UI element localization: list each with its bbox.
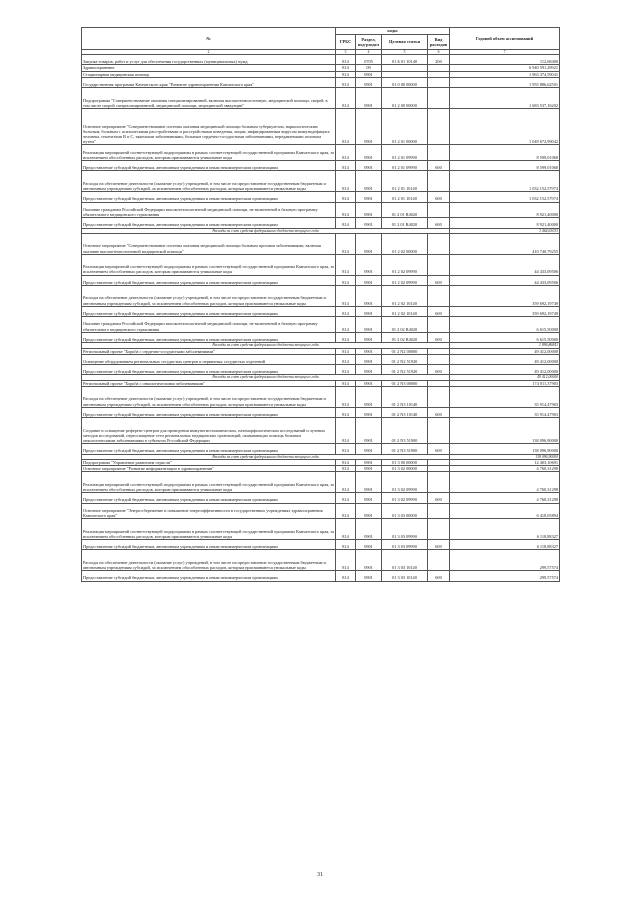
row-grbs: 814 — [336, 550, 356, 571]
row-grbs: 814 — [336, 145, 356, 161]
row-target-article: 01 3 03 09990 — [382, 519, 428, 540]
row-target-article: 01 2 02 00000 — [382, 233, 428, 254]
row-grbs: 814 — [336, 540, 356, 550]
row-description: Стационарная медицинская помощь — [82, 71, 336, 77]
row-expense-type — [428, 171, 450, 192]
row-description: Предоставление субсидий бюджетным, автономным учреждениям и иным некоммерческим организациям — [82, 306, 336, 316]
row-amount: 174 011,37903 — [450, 380, 560, 386]
table-row — [82, 493, 560, 503]
row-amount: 12 403,10691 — [450, 460, 560, 466]
row-grbs: 814 — [336, 503, 356, 519]
row-description: Реализация мероприятий соответствующей подпрограммы в рамках соответствующей государственной программы Камчатского края, за исключением обособленных расходов, которым присваиваются уникальные коды — [82, 145, 336, 161]
row-description: Государственная программа Камчатского края "Развитие здравоохранения Камчатского края" — [82, 77, 336, 87]
row-description: Реализация мероприятий соответствующей подпрограммы в рамках соответствующей государственной программы Камчатского края, за исключением обособленных расходов, которым присваиваются уникальные коды — [82, 254, 336, 275]
row-description: Реализация мероприятий соответствующей подпрограммы в рамках соответствующей государственной программы Камчатского края, за исключением обособленных расходов, которым присваиваются уникальные коды — [82, 519, 336, 540]
row-grbs: 814 — [336, 407, 356, 417]
row-target-article: 01 3 03 09990 — [382, 540, 428, 550]
row-description: Оказание гражданам Российской Федерации высокотехнологичной медицинской помощи, не включенной в базовую программу обязательного медицинского страхования — [82, 317, 336, 333]
row-target-article: 01 2 02 10140 — [382, 285, 428, 306]
table-row — [82, 540, 560, 550]
row-razdel: 0901 — [356, 466, 382, 472]
row-grbs: 814 — [336, 275, 356, 285]
row-target-article: 01 2 01 09990 — [382, 145, 428, 161]
row-amount: 6 118,88327 — [450, 519, 560, 540]
header-razdel: Раздел, под-раздел — [356, 35, 382, 50]
row-description: Расходы на обеспечение деятельности (оказание услуг) учреждений, в том числе на предоставление государственным бюджетным и автономным учреждениям субсидий, за исключением обособленных расходов, которым присваиваются уникальные коды — [82, 387, 336, 408]
row-amount: 4 760,31298 — [450, 493, 560, 503]
row-grbs: 814 — [336, 233, 356, 254]
row-target-article: 01 3 03 10140 — [382, 571, 428, 581]
row-description: Подпрограмма "Совершенствование оказания специализированной, включая высокотехнологичную, медицинской помощи, скорой, в том числе скорой специализированной, медицинской помощи, медицинской эвакуации" — [82, 88, 336, 109]
row-razdel: 09 — [356, 65, 382, 71]
row-expense-type — [428, 285, 450, 306]
row-target-article: 01 3 03 10140 — [382, 550, 428, 571]
row-razdel: 0901 — [356, 472, 382, 493]
row-amount: 1 049 672,99042 — [450, 108, 560, 144]
note-amount: 3 464,63033 — [450, 228, 560, 233]
header-vid: Вид расходов — [428, 35, 450, 50]
row-amount: 4 760,31298 — [450, 472, 560, 493]
row-razdel: 0901 — [356, 380, 382, 386]
row-razdel: 0901 — [356, 202, 382, 218]
table-row — [82, 171, 560, 192]
table-row — [82, 472, 560, 493]
table-row — [82, 160, 560, 170]
row-expense-type — [428, 354, 450, 364]
row-razdel: 0901 — [356, 306, 382, 316]
row-expense-type: 600 — [428, 493, 450, 503]
row-expense-type — [428, 418, 450, 444]
row-description: Предоставление субсидий бюджетным, автономным учреждениям и иным некоммерческим организациям — [82, 332, 336, 342]
table-row — [82, 550, 560, 571]
row-target-article: 01 2 N3 10140 — [382, 387, 428, 408]
table-row — [82, 306, 560, 316]
row-target-article: 01 2 01 R4020 — [382, 218, 428, 228]
note-amount: 1 896,86841 — [450, 343, 560, 348]
row-amount: 6 118,88327 — [450, 540, 560, 550]
row-expense-type: 600 — [428, 571, 450, 581]
row-razdel: 0901 — [356, 108, 382, 144]
row-target-article: 01 2 N2 51920 — [382, 365, 428, 375]
row-razdel: 0901 — [356, 71, 382, 77]
row-razdel: 0901 — [356, 365, 382, 375]
row-amount: 49 412,00000 — [450, 365, 560, 375]
header-codes: коды — [336, 28, 450, 35]
table-row — [82, 407, 560, 417]
table-row — [82, 108, 560, 144]
table-body — [82, 55, 560, 582]
budget-table-sheet — [81, 27, 559, 582]
row-amount: 35 914,47903 — [450, 387, 560, 408]
row-razdel: 0901 — [356, 77, 382, 87]
row-grbs: 814 — [336, 466, 356, 472]
row-target-article: 01 2 01 R4020 — [382, 202, 428, 218]
row-amount: 6 615,50000 — [450, 332, 560, 342]
row-amount: 4 760,31298 — [450, 466, 560, 472]
row-razdel: 0901 — [356, 275, 382, 285]
row-target-article: 01 3 02 09990 — [382, 472, 428, 493]
row-amount: 6 940 591,29921 — [450, 65, 560, 71]
table-row — [82, 254, 560, 275]
row-grbs: 814 — [336, 171, 356, 192]
header-amount: Годовой объем ассигнований — [450, 28, 560, 50]
row-grbs: 814 — [336, 160, 356, 170]
row-razdel: 0901 — [356, 493, 382, 503]
row-description: Основное мероприятие "Развитие информатизации в здравоохранении" — [82, 466, 336, 472]
header-grbs: ГРБС — [336, 35, 356, 50]
table-row — [82, 275, 560, 285]
header-number: № — [82, 28, 336, 50]
row-amount: 359 692,19749 — [450, 306, 560, 316]
note-description: Расходы за счет средств федерального бюджета текущего года — [82, 228, 450, 233]
table-row — [82, 55, 560, 65]
page-number: 31 — [317, 872, 323, 878]
row-expense-type: 200 — [428, 55, 450, 65]
table-row — [82, 332, 560, 342]
row-expense-type — [428, 519, 450, 540]
row-razdel: 0901 — [356, 387, 382, 408]
table-row — [82, 503, 560, 519]
row-amount: 1 963 374,59041 — [450, 71, 560, 77]
row-description: Основное мероприятие "Энергосбережение и повышение энергоэффективности в государственных учреждениях здравоохранения Камчатского края" — [82, 503, 336, 519]
row-amount: 138 096,90000 — [450, 418, 560, 444]
row-razdel: 0901 — [356, 285, 382, 306]
row-grbs: 814 — [336, 493, 356, 503]
row-amount: 299,57574 — [450, 571, 560, 581]
row-description: Создание и оснащение референс-центров для проведения иммуногистохимических, патоморфологических исследований и лучевых методов исследований, переоснащение сети региональных медицинских организаций, оказывающих помощь больным онкологическими заболеваниями в субъектах Российской Федерации — [82, 418, 336, 444]
row-description: Основное мероприятие "Совершенствование системы оказания медицинской помощи больным прочими заболеваниями, включая оказание высокотехнологичной медицинской помощи" — [82, 233, 336, 254]
row-target-article: 01 2 01 09990 — [382, 160, 428, 170]
row-razdel: 0901 — [356, 317, 382, 333]
row-razdel: 0901 — [356, 550, 382, 571]
row-description: Предоставление субсидий бюджетным, автономным учреждениям и иным некоммерческим организациям — [82, 407, 336, 417]
row-target-article: 01 2 N2 00000 — [382, 348, 428, 354]
row-razdel: 0901 — [356, 460, 382, 466]
row-target-article: 01 2 N3 51900 — [382, 444, 428, 454]
row-expense-type — [428, 317, 450, 333]
table-header — [82, 28, 560, 55]
row-description: Основное мероприятие "Совершенствование системы оказания медицинской помощи больным туберкулезом, наркологическим больным, больным с психическими расстройствами и расстройствами поведения, лицам, инфицированным вирусом иммунодефицита человека, гепатитами B и C, тяжелыми заболеваниями, больным сердечно-сосудистыми заболеваниями, передаваемыми половым путем" — [82, 108, 336, 144]
table-row — [82, 233, 560, 254]
row-razdel: 0901 — [356, 160, 382, 170]
row-target-article: 01 2 N3 10140 — [382, 407, 428, 417]
row-target-article: 01 3 02 00000 — [382, 466, 428, 472]
row-target-article: 01 2 N2 51920 — [382, 354, 428, 364]
note-description: Расходы за счет средств федерального бюджета текущего года — [82, 343, 450, 348]
column-number: 3 — [336, 50, 356, 55]
row-expense-type: 600 — [428, 160, 450, 170]
row-amount: 299,57574 — [450, 550, 560, 571]
row-amount: 1 683 537,16202 — [450, 88, 560, 109]
row-grbs: 814 — [336, 348, 356, 354]
row-amount: 1 032 152,57974 — [450, 192, 560, 202]
row-target-article: 01 3 00 00000 — [382, 460, 428, 466]
row-amount: 1 032 152,57974 — [450, 171, 560, 192]
row-amount: 49 412,00000 — [450, 348, 560, 354]
column-number: 5 — [382, 50, 428, 55]
row-razdel: 0901 — [356, 354, 382, 364]
row-target-article: 01 3 03 00000 — [382, 503, 428, 519]
row-expense-type — [428, 503, 450, 519]
column-number: 2 — [82, 50, 336, 55]
row-grbs: 814 — [336, 71, 356, 77]
row-target-article: 01 2 01 00000 — [382, 108, 428, 144]
row-grbs: 814 — [336, 254, 356, 275]
table-row — [82, 354, 560, 364]
row-expense-type — [428, 88, 450, 109]
row-razdel: 0901 — [356, 332, 382, 342]
row-description: Предоставление субсидий бюджетным, автономным учреждениям и иным некоммерческим организациям — [82, 275, 336, 285]
row-target-article: 01 2 00 00000 — [382, 88, 428, 109]
row-amount: 1 955 886,62501 — [450, 77, 560, 87]
table-row — [82, 418, 560, 444]
row-grbs: 814 — [336, 285, 356, 306]
row-razdel: 0901 — [356, 348, 382, 354]
row-target-article: 01 0 00 00000 — [382, 77, 428, 87]
table-row — [82, 88, 560, 109]
row-amount: 138 096,90000 — [450, 444, 560, 454]
header-target: Целевая статья — [382, 35, 428, 50]
row-grbs: 814 — [336, 354, 356, 364]
table-row — [82, 218, 560, 228]
row-description: Здравоохранение — [82, 65, 336, 71]
row-amount: 44 433,09506 — [450, 254, 560, 275]
row-amount: 8 921,40000 — [450, 218, 560, 228]
row-razdel: 0901 — [356, 145, 382, 161]
row-grbs: 814 — [336, 387, 356, 408]
row-amount: 44 433,09506 — [450, 275, 560, 285]
table-row — [82, 444, 560, 454]
table-row — [82, 365, 560, 375]
note-description: Расходы за счет средств федерального бюджета текущего года — [82, 454, 450, 459]
row-expense-type — [428, 550, 450, 571]
row-expense-type — [428, 202, 450, 218]
row-target-article: 01 2 02 09990 — [382, 254, 428, 275]
row-grbs: 814 — [336, 192, 356, 202]
column-number: 6 — [428, 50, 450, 55]
row-expense-type: 600 — [428, 332, 450, 342]
row-amount: 359 692,19749 — [450, 285, 560, 306]
row-expense-type — [428, 387, 450, 408]
row-description: Предоставление субсидий бюджетным, автономным учреждениям и иным некоммерческим организациям — [82, 192, 336, 202]
row-target-article: 01 2 01 10140 — [382, 171, 428, 192]
row-amount: 8 599,01068 — [450, 145, 560, 161]
column-number: 4 — [356, 50, 382, 55]
row-amount: 6 615,50000 — [450, 317, 560, 333]
row-target-article: 01 2 N3 00000 — [382, 380, 428, 386]
row-expense-type: 600 — [428, 192, 450, 202]
row-razdel: 0901 — [356, 218, 382, 228]
row-description: Закупка товаров, работ и услуг для обеспечения государственных (муниципальных) нужд — [82, 55, 336, 65]
row-grbs: 814 — [336, 460, 356, 466]
row-description: Расходы на обеспечение деятельности (оказание услуг) учреждений, в том числе на предоставление государственным бюджетным и автономным учреждениям субсидий, за исключением обособленных расходов, которым присваиваются уникальные коды — [82, 285, 336, 306]
row-amount: 6 418,05894 — [450, 503, 560, 519]
budget-table — [81, 27, 560, 582]
row-amount: 49 412,00000 — [450, 354, 560, 364]
row-razdel: 0901 — [356, 88, 382, 109]
row-grbs: 814 — [336, 108, 356, 144]
row-description: Предоставление субсидий бюджетным, автономным учреждениям и иным некоммерческим организациям — [82, 218, 336, 228]
row-amount: 35 914,47903 — [450, 407, 560, 417]
note-amount: 49 412,00000 — [450, 375, 560, 380]
row-description: Предоставление субсидий бюджетным, автономным учреждениям и иным некоммерческим организациям — [82, 493, 336, 503]
row-expense-type — [428, 472, 450, 493]
row-grbs: 814 — [336, 317, 356, 333]
row-expense-type: 600 — [428, 275, 450, 285]
table-row — [82, 202, 560, 218]
row-grbs: 814 — [336, 218, 356, 228]
row-grbs: 814 — [336, 65, 356, 71]
row-target-article: 01 2 02 R4020 — [382, 317, 428, 333]
row-razdel: 0901 — [356, 540, 382, 550]
row-description: Расходы на обеспечение деятельности (оказание услуг) учреждений, в том числе на предоставление государственным бюджетным и автономным учреждениям субсидий, за исключением обособленных расходов, которым присваиваются уникальные коды — [82, 550, 336, 571]
row-razdel: 0901 — [356, 233, 382, 254]
row-grbs: 814 — [336, 519, 356, 540]
row-description: Предоставление субсидий бюджетным, автономным учреждениям и иным некоммерческим организациям — [82, 160, 336, 170]
row-target-article: 01 2 N3 51900 — [382, 418, 428, 444]
row-target-article: 01 2 02 10140 — [382, 306, 428, 316]
row-target-article: 01 2 01 10140 — [382, 192, 428, 202]
row-expense-type: 600 — [428, 444, 450, 454]
row-grbs: 814 — [336, 332, 356, 342]
row-description: Расходы на обеспечение деятельности (оказание услуг) учреждений, в том числе на предоставление государственным бюджетным и автономным учреждениям субсидий, за исключением обособленных расходов, которым присваиваются уникальные коды — [82, 171, 336, 192]
row-expense-type: 600 — [428, 218, 450, 228]
row-description: Реализация мероприятий соответствующей подпрограммы в рамках соответствующей государственной программы Камчатского края, за исключением обособленных расходов, которым присваиваются уникальные коды — [82, 472, 336, 493]
row-expense-type — [428, 233, 450, 254]
row-grbs: 814 — [336, 77, 356, 87]
row-target-article: 01 3 02 09990 — [382, 493, 428, 503]
row-expense-type — [428, 77, 450, 87]
row-razdel: 0901 — [356, 571, 382, 581]
row-razdel: 0901 — [356, 171, 382, 192]
row-target-article: 01 Б 01 10140 — [382, 55, 428, 65]
row-expense-type: 600 — [428, 540, 450, 550]
row-expense-type — [428, 145, 450, 161]
table-row — [82, 519, 560, 540]
row-grbs: 814 — [336, 55, 356, 65]
column-number: 7 — [450, 50, 560, 55]
note-amount: 138 096,90000 — [450, 454, 560, 459]
row-expense-type — [428, 108, 450, 144]
table-row — [82, 317, 560, 333]
row-expense-type — [428, 254, 450, 275]
row-razdel: 0901 — [356, 192, 382, 202]
row-amount: 8 599,01068 — [450, 160, 560, 170]
row-expense-type: 600 — [428, 407, 450, 417]
row-description: Предоставление субсидий бюджетным, автономным учреждениям и иным некоммерческим организациям — [82, 571, 336, 581]
row-razdel: 0901 — [356, 407, 382, 417]
row-grbs: 814 — [336, 571, 356, 581]
row-razdel: 0901 — [356, 444, 382, 454]
row-amount: 8 921,40000 — [450, 202, 560, 218]
row-description: Оснащение оборудованием региональных сосудистых центров и первичных сосудистых отделений — [82, 354, 336, 364]
table-row — [82, 285, 560, 306]
row-razdel: 0901 — [356, 519, 382, 540]
row-grbs: 814 — [336, 472, 356, 493]
row-grbs: 814 — [336, 444, 356, 454]
row-description: Оказание гражданам Российской Федерации высокотехнологичной медицинской помощи, не включенной в базовую программу обязательного медицинского страхования — [82, 202, 336, 218]
table-row — [82, 387, 560, 408]
row-description: Региональный проект "Борьба с сердечно-сосудистыми заболеваниями" — [82, 348, 336, 354]
table-row — [82, 145, 560, 161]
row-razdel: 0901 — [356, 503, 382, 519]
row-target-article: 01 2 02 R4020 — [382, 332, 428, 342]
row-amount: 410 740,79255 — [450, 233, 560, 254]
row-grbs: 814 — [336, 202, 356, 218]
table-row — [82, 571, 560, 581]
row-description: Предоставление субсидий бюджетным, автономным учреждениям и иным некоммерческим организациям — [82, 365, 336, 375]
note-description: Расходы за счет средств федерального бюджета текущего года — [82, 375, 450, 380]
table-row — [82, 77, 560, 87]
row-grbs: 814 — [336, 380, 356, 386]
row-razdel: 0901 — [356, 254, 382, 275]
table-row — [82, 192, 560, 202]
row-amount: 112,68400 — [450, 55, 560, 65]
row-grbs: 814 — [336, 88, 356, 109]
row-description: Предоставление субсидий бюджетным, автономным учреждениям и иным некоммерческим организациям — [82, 540, 336, 550]
row-grbs: 814 — [336, 418, 356, 444]
row-expense-type: 600 — [428, 365, 450, 375]
row-grbs: 814 — [336, 365, 356, 375]
row-expense-type: 600 — [428, 306, 450, 316]
row-razdel: 0901 — [356, 418, 382, 444]
row-grbs: 814 — [336, 306, 356, 316]
row-description: Региональный проект "Борьба с онкологическими заболеваниями" — [82, 380, 336, 386]
row-description: Подпрограмма "Управление развитием отрасли" — [82, 460, 336, 466]
row-description: Предоставление субсидий бюджетным, автономным учреждениям и иным некоммерческим организациям — [82, 444, 336, 454]
row-target-article: 01 2 02 09990 — [382, 275, 428, 285]
row-razdel: 0705 — [356, 55, 382, 65]
